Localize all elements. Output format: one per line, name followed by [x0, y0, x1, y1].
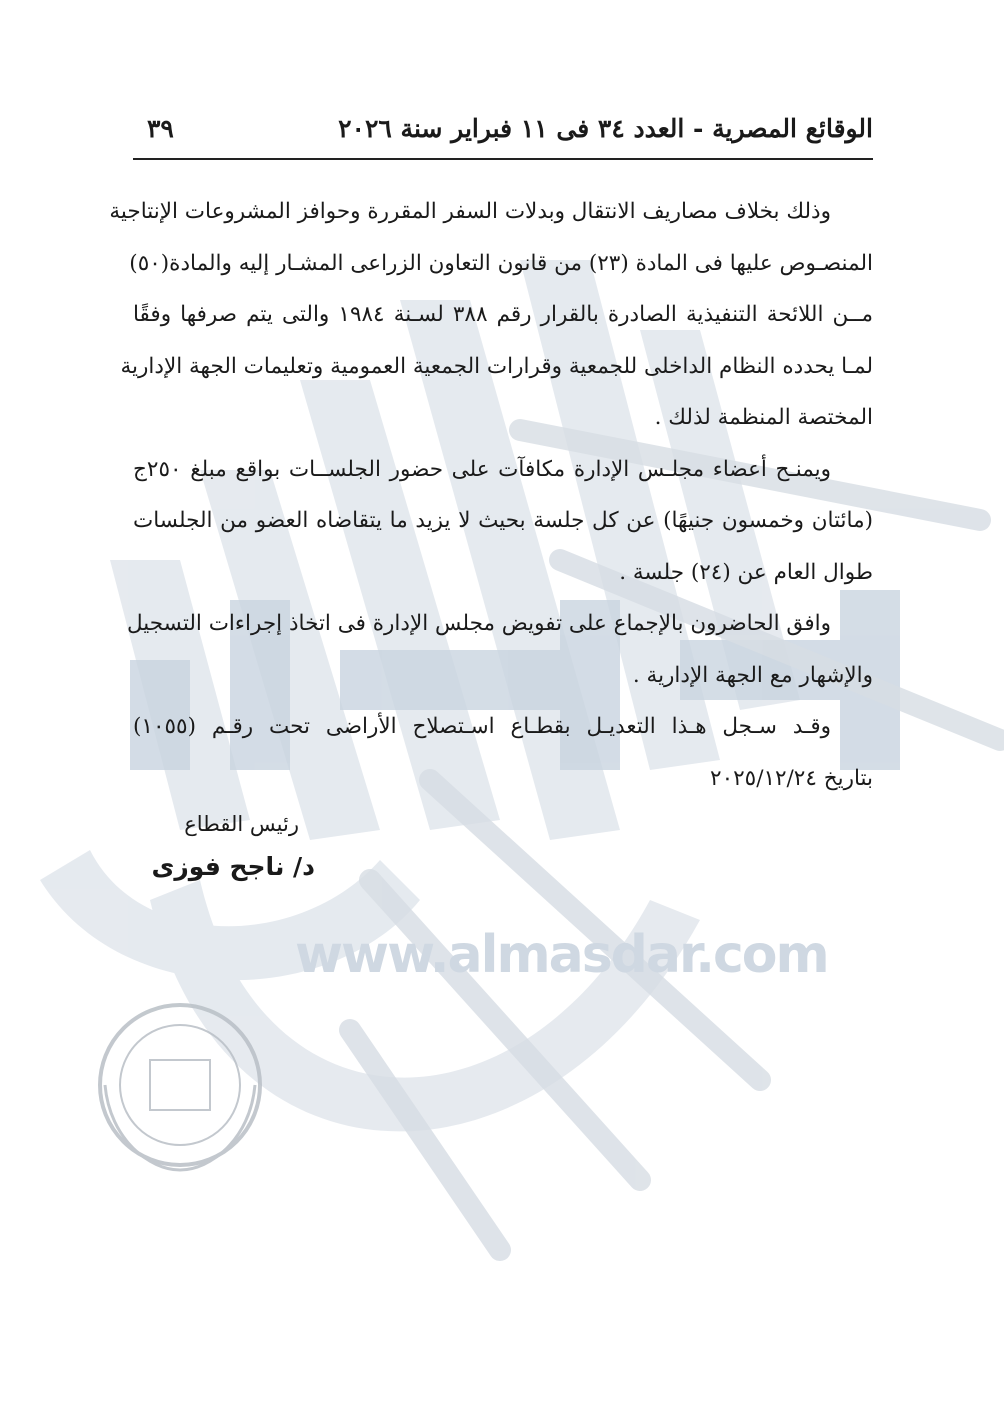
body-line: ويمنـح أعضاء مجلـس الإدارة مكافآت على حضور الجلســات بواقع مبلغ ٢٥٠ج	[133, 456, 831, 482]
page-header	[133, 112, 873, 160]
gazette-title: الوقائع المصرية - العدد ٣٤ فى ١١ فبراير سنة ٢٠٢٦	[338, 114, 873, 143]
body-line: طوال العام عن (٢٤) جلسة .	[619, 559, 873, 585]
signature-title: رئيس القطاع	[184, 812, 299, 836]
signature-name: د/ ناجح فوزى	[151, 852, 315, 881]
page-number: ٣٩	[147, 114, 174, 143]
document-body	[109, 186, 874, 804]
watermark-url: www.almasdar.com	[295, 925, 828, 985]
body-line: لمـا يحدده النظام الداخلى للجمعية وقرارات الجمعية العمومية وتعليمات الجهة الإدارية	[120, 353, 873, 379]
body-line: وقـد سـجل هـذا التعديـل بقطـاع اسـتصلاح الأراضى تحت رقـم (١٠٥٥)	[133, 714, 831, 739]
body-line: والإشهار مع الجهة الإدارية .	[632, 662, 873, 688]
body-line: وذلك بخلاف مصاريف الانتقال وبدلات السفر المقررة وحوافز المشروعات الإنتاجية	[109, 199, 831, 224]
body-line: مــن اللائحة التنفيذية الصادرة بالقرار رقم ٣٨٨ لسـنة ١٩٨٤ والتى يتم صرفها وفقًا	[133, 302, 874, 327]
body-line: المنصـوص عليها فى المادة (٢٣) من قانون التعاون الزراعى المشـار إليه والمادة(٥٠)	[129, 250, 873, 276]
body-line: (مائتان وخمسون جنيهًا) عن كل جلسة بحيث لا يزيد ما يتقاضاه العضو من الجلسات	[133, 508, 873, 533]
body-line: بتاريخ ٢٠٢٥/١٢/٢٤	[710, 765, 873, 791]
body-line: المختصة المنظمة لذلك .	[654, 405, 873, 430]
body-line: وافق الحاضرون بالإجماع على تفويض مجلس الإدارة فى اتخاذ إجراءات التسجيل	[127, 611, 831, 636]
